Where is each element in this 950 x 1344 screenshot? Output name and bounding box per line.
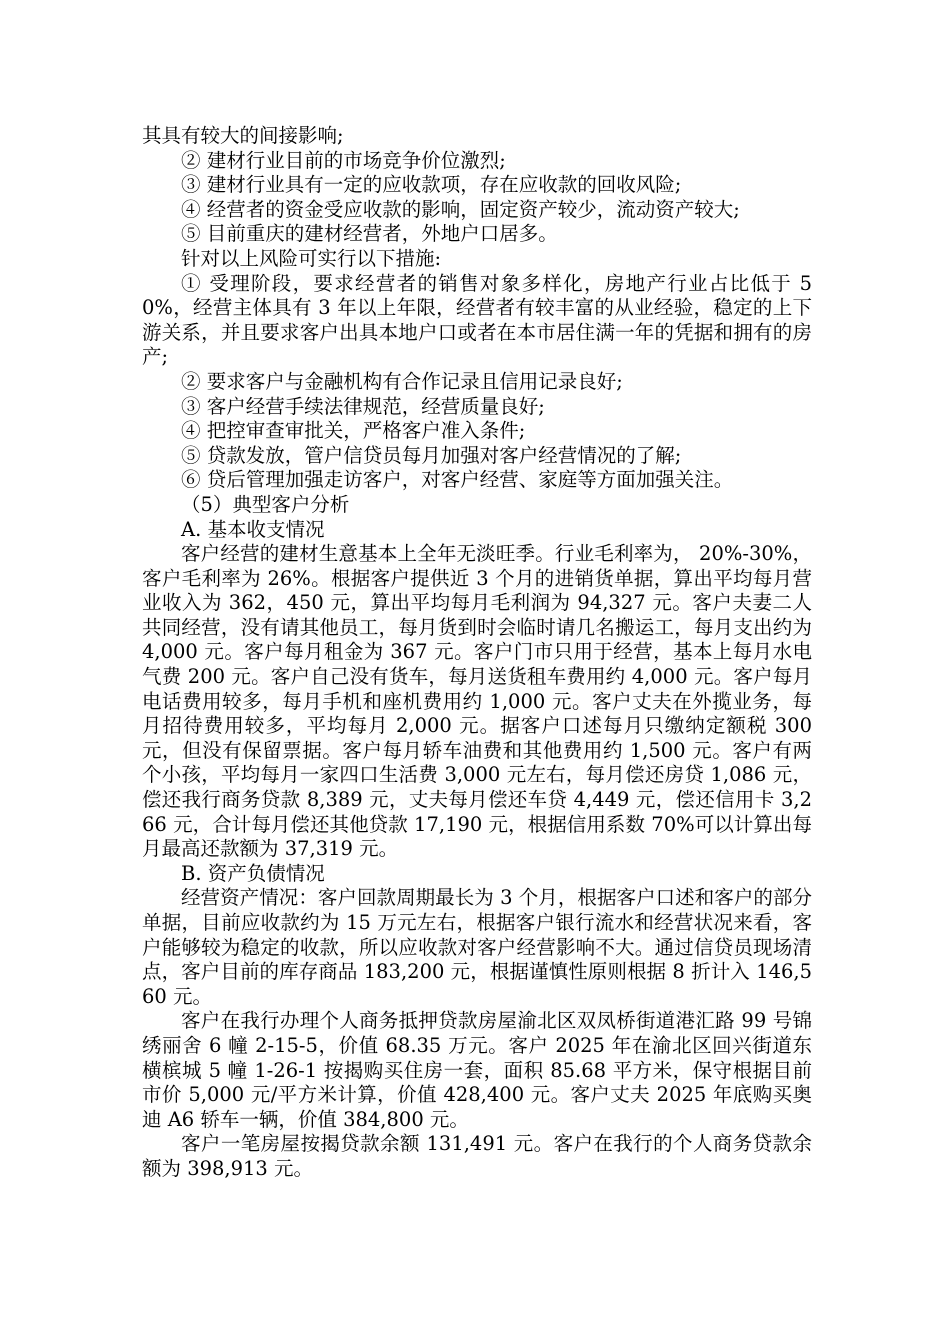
paragraph-operating-assets: 经营资产情况：客户回款周期最长为 3 个月，根据客户口述和客户的部分单据，目前应收款约为 15 万元左右，根据客户银行流水和经营状况来看，客户能够较为稳定的收款，所以应收款对客户经营影响不大。通过信贷员现场清点，客户目前的库存商品 183,200 元，根据谨慎性原则根据 8 折计入 146,560 元。 — [142, 886, 812, 1008]
measure-item-6: ⑥ 贷后管理加强走访客户，对客户经营、家庭等方面加强关注。 — [181, 468, 734, 492]
measure-item-1: ① 受理阶段，要求经营者的销售对象多样化，房地产行业占比低于 50%，经营主体具有 3 年以上年限，经营者有较丰富的从业经验，稳定的上下游关系，并且要求客户出具本地户口或者在本市居住满一年的凭据和拥有的房产; — [142, 271, 812, 369]
paragraph-income-expense: 客户经营的建材生意基本上全年无淡旺季。行业毛利率为， 20%-30%，客户毛利率为 26%。根据客户提供近 3 个月的进销货单据，算出平均每月营业收入为 362，450 元，算出平均每月毛利润为 94,327 元。客户夫妻二人共同经营，没有请其他员工，每月货到时会临时请几名搬运工，每月支出约为 4,000 元。客户每月租金为 367 元。客户门市只用于经营，基本上每月水电气费 200 元。客户自己没有货车，每月送货租车费用约 4,000 元。客户每月电话费用较多，每月手机和座机费用约 1,000 元。客户丈夫在外揽业务，每月招待费用较多，平均每月 2,000 元。据客户口述每月只缴纳定额税 300 元，但没有保留票据。客户每月轿车油费和其他费用约 1,500 元。客户有两个小孩，平均每月一家四口生活费 3,000 元左右，每月偿还房贷 1,086 元，偿还我行商务贷款 8,389 元，丈夫每月偿还车贷 4,449 元，偿还信用卡 3,266 元，合计每月偿还其他贷款 17,190 元，根据信用系数 70%可以计算出每月最高还款额为 37,319 元。 — [142, 542, 812, 861]
risk-item-2: ② 建材行业目前的市场竞争价位激烈; — [181, 148, 506, 172]
paragraph-loan-balance: 客户一笔房屋按揭贷款余额 131,491 元。客户在我行的个人商务贷款余额为 398,913 元。 — [142, 1132, 812, 1180]
paragraph-property-assets: 客户在我行办理个人商务抵押贷款房屋渝北区双凤桥街道港汇路 99 号锦绣丽舍 6 幢 2-15-5，价值 68.35 万元。客户 2025 年在渝北区回兴街道东横槟城 5 幢 1-26-1 按揭购买住房一套，面积 85.68 平方米，保守根据目前市价 5,000 元/平方米计算，价值 428,400 元。客户丈夫 2025 年底购买奥迪 A6 轿车一辆，价值 384,800 元。 — [142, 1009, 812, 1131]
measure-item-5: ⑤ 贷款发放，管户信贷员每月加强对客户经营情况的了解; — [181, 443, 682, 467]
measure-item-2: ② 要求客户与金融机构有合作记录且信用记录良好; — [181, 369, 623, 393]
measure-item-3: ③ 客户经营手续法律规范，经营质量良好; — [181, 394, 545, 418]
risk-item-5: ⑤ 目前重庆的建材经营者，外地户口居多。 — [181, 222, 558, 246]
risk-item-4: ④ 经营者的资金受应收款的影响，固定资产较少，流动资产较大; — [181, 197, 740, 221]
measures-intro: 针对以上风险可实行以下措施: — [181, 246, 442, 270]
subheading-assets-liabilities: B. 资产负债情况 — [181, 861, 325, 885]
subheading-income-expense: A. 基本收支情况 — [181, 517, 325, 541]
paragraph-continuation: 其具有较大的间接影响; — [142, 124, 344, 147]
document-page — [142, 124, 812, 1182]
risk-item-3: ③ 建材行业具有一定的应收款项，存在应收款的回收风险; — [181, 173, 682, 197]
measure-item-4: ④ 把控审查审批关，严格客户准入条件; — [181, 419, 526, 443]
section-heading-typical-client: （5）典型客户分析 — [181, 492, 350, 516]
